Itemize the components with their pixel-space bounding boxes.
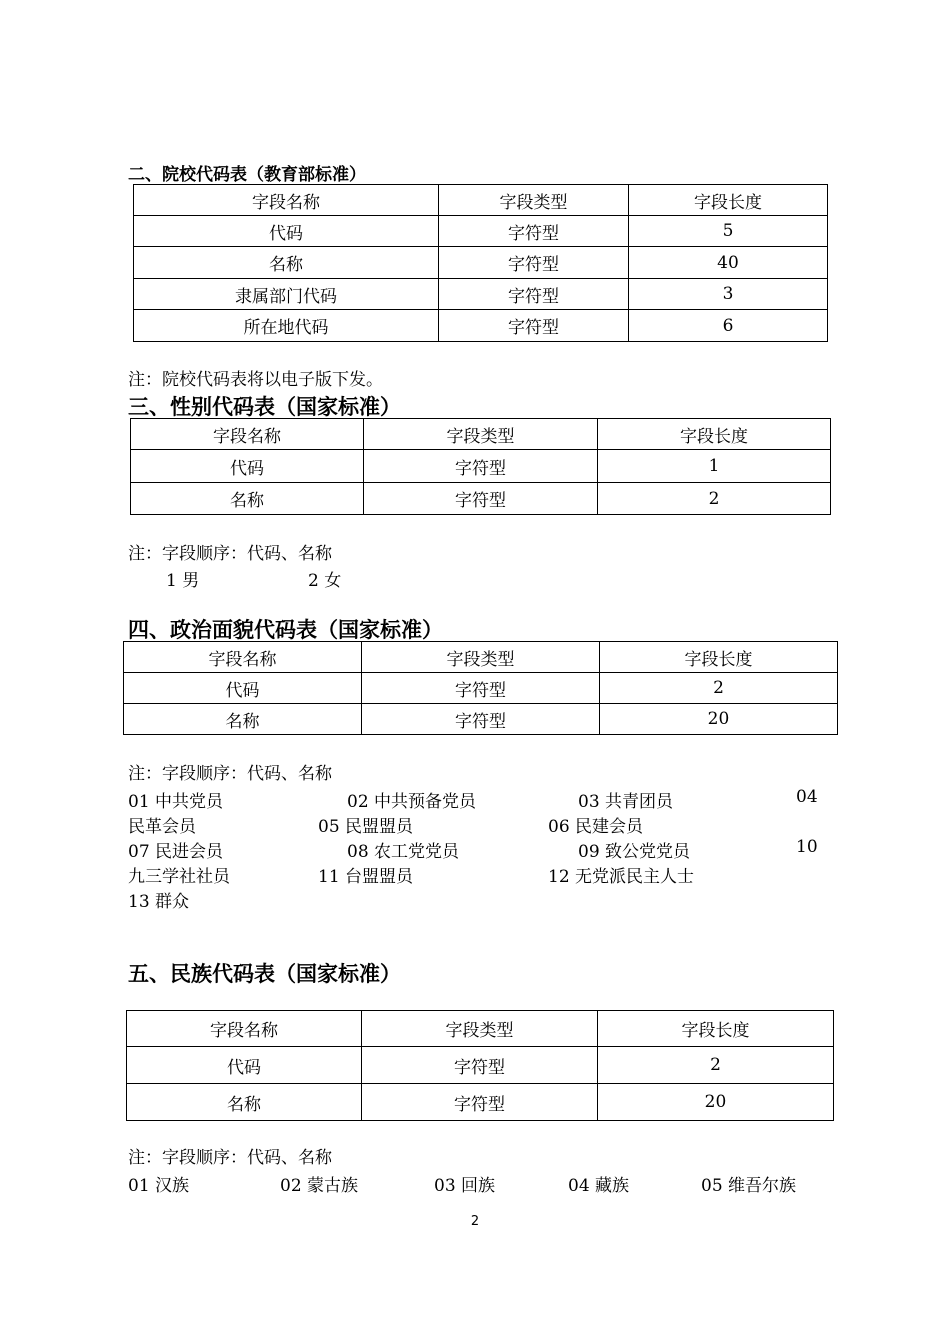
code-item: 07 民进会员 — [128, 842, 224, 862]
section-heading-gender: 三、性别代码表（国家标准） — [128, 395, 401, 419]
table-cell: 代码 — [124, 673, 362, 704]
code-item: 民革会员 — [128, 817, 196, 837]
table-cell: 字符型 — [439, 247, 629, 279]
note-ethnic: 注：字段顺序：代码、名称 — [128, 1148, 332, 1168]
table-row — [134, 310, 828, 342]
code-item: 08 农工党党员 — [347, 842, 460, 862]
header-cell: 字段名称 — [124, 642, 362, 673]
header-cell: 字段类型 — [364, 419, 598, 450]
section-heading-ethnic: 五、民族代码表（国家标准） — [128, 962, 401, 986]
table-cell: 名称 — [134, 247, 439, 279]
ethnic-code-table — [126, 1010, 834, 1121]
table-cell: 名称 — [127, 1084, 362, 1121]
code-item: 06 民建会员 — [548, 817, 644, 837]
code-item: 09 致公党党员 — [578, 842, 691, 862]
code-item: 04 藏族 — [568, 1176, 630, 1196]
table-header-row — [134, 185, 828, 216]
gender-code-table — [130, 418, 831, 515]
header-cell: 字段类型 — [362, 1011, 598, 1047]
section-heading-college: 二、院校代码表（教育部标准） — [128, 165, 366, 185]
code-item: 05 维吾尔族 — [701, 1176, 797, 1196]
note-political: 注：字段顺序：代码、名称 — [128, 764, 332, 784]
header-cell: 字段长度 — [598, 419, 831, 450]
header-cell: 字段长度 — [600, 642, 838, 673]
table-cell: 代码 — [134, 216, 439, 247]
table-cell: 字符型 — [362, 1084, 598, 1121]
section-heading-political: 四、政治面貌代码表（国家标准） — [128, 618, 443, 642]
table-cell: 字符型 — [439, 279, 629, 310]
page-number: 2 — [470, 1214, 480, 1229]
header-cell: 字段长度 — [629, 185, 828, 216]
code-item: 2 女 — [308, 571, 342, 591]
code-item: 10 — [796, 837, 818, 857]
header-cell: 字段长度 — [598, 1011, 834, 1047]
table-cell: 1 — [598, 450, 831, 483]
table-row — [124, 704, 838, 735]
table-cell: 字符型 — [364, 483, 598, 515]
college-code-table — [133, 184, 828, 342]
table-header-row — [131, 419, 831, 450]
table-cell: 20 — [600, 704, 838, 735]
header-cell: 字段名称 — [134, 185, 439, 216]
note-gender: 注：字段顺序：代码、名称 — [128, 544, 332, 564]
table-cell: 6 — [629, 310, 828, 342]
code-item: 01 汉族 — [128, 1176, 190, 1196]
table-row — [134, 279, 828, 310]
code-item: 05 民盟盟员 — [318, 817, 414, 837]
table-row — [124, 673, 838, 704]
code-item: 13 群众 — [128, 892, 190, 912]
table-cell: 3 — [629, 279, 828, 310]
table-cell: 代码 — [131, 450, 364, 483]
note-college: 注：院校代码表将以电子版下发。 — [128, 370, 383, 390]
table-cell: 所在地代码 — [134, 310, 439, 342]
table-cell: 20 — [598, 1084, 834, 1121]
header-cell: 字段类型 — [439, 185, 629, 216]
code-item: 九三学社社员 — [128, 867, 230, 887]
table-header-row — [127, 1011, 834, 1047]
table-cell: 字符型 — [364, 450, 598, 483]
table-cell: 字符型 — [362, 1047, 598, 1084]
header-cell: 字段名称 — [127, 1011, 362, 1047]
code-item: 04 — [796, 787, 818, 807]
table-cell: 名称 — [124, 704, 362, 735]
political-code-table — [123, 641, 838, 735]
code-item: 11 台盟盟员 — [318, 867, 414, 887]
table-cell: 2 — [600, 673, 838, 704]
table-cell: 代码 — [127, 1047, 362, 1084]
table-cell: 字符型 — [439, 310, 629, 342]
table-row — [131, 450, 831, 483]
table-row — [127, 1047, 834, 1084]
table-cell: 隶属部门代码 — [134, 279, 439, 310]
table-row — [127, 1084, 834, 1121]
table-cell: 字符型 — [362, 704, 600, 735]
code-item: 02 中共预备党员 — [347, 792, 477, 812]
header-cell: 字段名称 — [131, 419, 364, 450]
code-item: 03 回族 — [434, 1176, 496, 1196]
table-row — [134, 216, 828, 247]
table-cell: 40 — [629, 247, 828, 279]
table-cell: 字符型 — [362, 673, 600, 704]
table-cell: 5 — [629, 216, 828, 247]
table-row — [131, 483, 831, 515]
table-cell: 2 — [598, 1047, 834, 1084]
code-item: 03 共青团员 — [578, 792, 674, 812]
table-cell: 2 — [598, 483, 831, 515]
table-cell: 名称 — [131, 483, 364, 515]
table-row — [134, 247, 828, 279]
header-cell: 字段类型 — [362, 642, 600, 673]
table-cell: 字符型 — [439, 216, 629, 247]
table-header-row — [124, 642, 838, 673]
code-item: 1 男 — [166, 571, 200, 591]
code-item: 01 中共党员 — [128, 792, 224, 812]
code-item: 02 蒙古族 — [280, 1176, 359, 1196]
code-item: 12 无党派民主人士 — [548, 867, 695, 887]
